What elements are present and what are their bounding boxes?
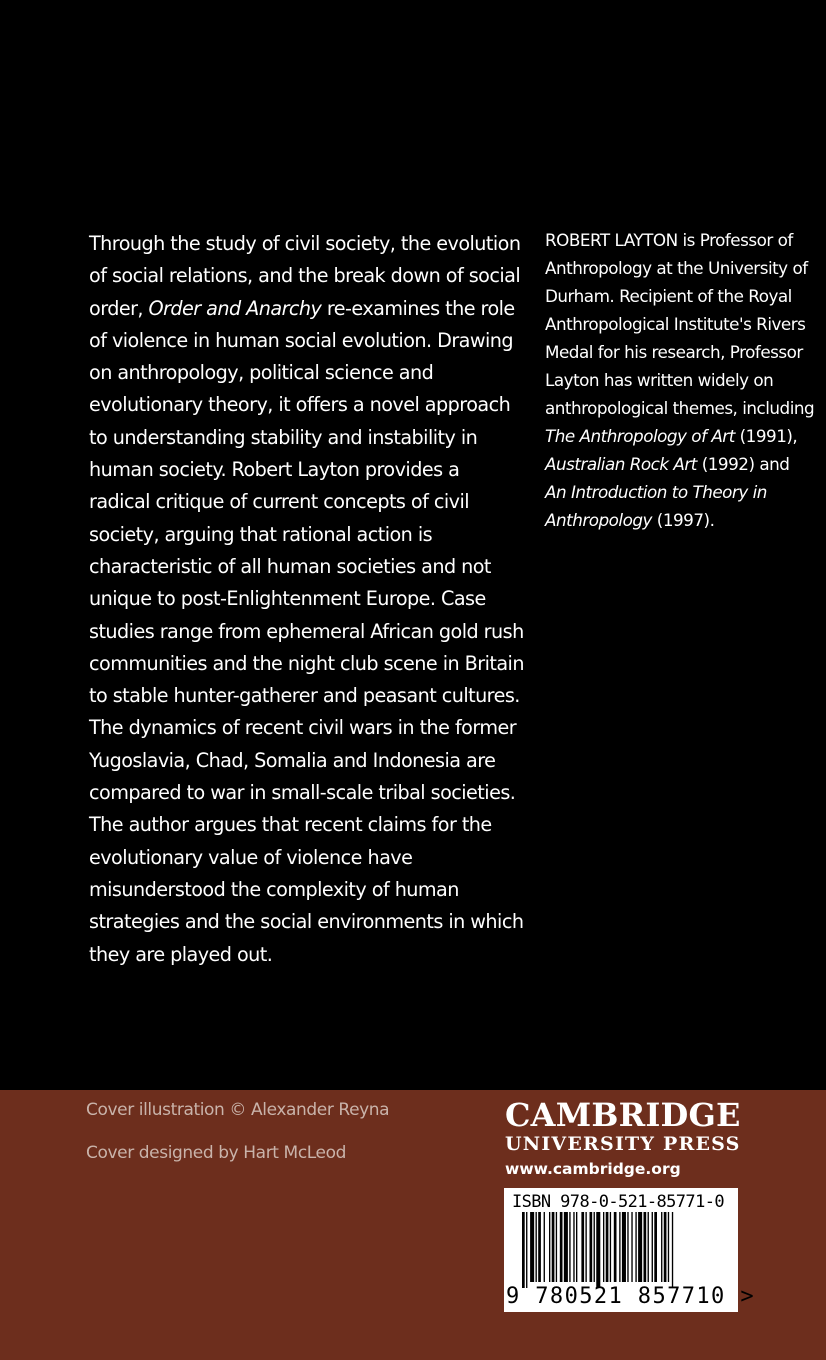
book-title-italic: Order and Anarchy xyxy=(148,296,322,320)
barcode-bar xyxy=(536,1212,537,1282)
barcode-bar xyxy=(652,1212,653,1282)
barcode-bar xyxy=(564,1212,568,1282)
barcode-digits: 9 780521 857710 > xyxy=(506,1284,755,1309)
barcode-bar xyxy=(664,1212,667,1282)
barcode-bar xyxy=(606,1212,609,1282)
barcode-bar xyxy=(596,1212,600,1288)
barcode-bar xyxy=(526,1212,527,1288)
barcode-bar xyxy=(522,1212,525,1288)
barcode-bar xyxy=(635,1212,636,1282)
design-credit: Cover designed by Hart McLeod xyxy=(86,1143,346,1163)
barcode-bar xyxy=(544,1212,545,1282)
barcode-bar xyxy=(594,1212,595,1282)
barcode-bar xyxy=(581,1212,584,1282)
barcode-bar xyxy=(560,1212,563,1282)
barcode-bar xyxy=(638,1212,642,1282)
isbn-barcode xyxy=(504,1188,755,1312)
barcode-bar xyxy=(585,1212,586,1282)
barcode-bar xyxy=(619,1212,620,1282)
barcode-bar xyxy=(538,1212,541,1282)
work-title-1: The Anthropology of Art xyxy=(545,426,735,446)
author-biography xyxy=(545,226,815,534)
illustration-credit: Cover illustration © Alexander Reyna xyxy=(86,1100,390,1120)
isbn-label: ISBN 978-0-521-85771-0 xyxy=(512,1192,724,1212)
barcode-bar xyxy=(576,1212,577,1282)
book-description xyxy=(89,228,525,971)
barcode-bar xyxy=(668,1212,669,1282)
barcode-bar xyxy=(644,1212,647,1282)
publisher-website: www.cambridge.org xyxy=(505,1160,681,1178)
barcode-bar xyxy=(614,1212,617,1282)
publisher-name: CAMBRIDGE xyxy=(505,1096,741,1134)
barcode-bar xyxy=(627,1212,628,1282)
barcode-bar xyxy=(530,1212,534,1282)
publisher-block xyxy=(505,1097,740,1179)
publisher-subtitle: UNIVERSITY PRESS xyxy=(505,1133,741,1155)
barcode-bar xyxy=(648,1212,649,1282)
barcode-bar xyxy=(603,1212,604,1282)
barcode-bar xyxy=(672,1212,673,1288)
barcode-bar xyxy=(631,1212,632,1282)
barcode-bar xyxy=(654,1212,657,1282)
biography-paragraph: ROBERT LAYTON is Professor of Anthropology at the University of Durham. Recipient of the Royal Anthropological Institute's Rivers Medal for his research, Professor Layton has written widely on anthropological themes, including The Anthropology of Art (1991), Australian Rock Art (1992) and An Introduction to Theory in Anthropology (1997). xyxy=(545,230,815,530)
barcode-bar xyxy=(552,1212,555,1282)
barcode-bar xyxy=(556,1212,557,1282)
barcode-bar xyxy=(622,1212,626,1282)
barcode-bar xyxy=(569,1212,570,1282)
description-paragraph: Through the study of civil society, the evolution of social relations, and the break down of social order, Order and Anarchy re-examines the role of violence in human social evolution. Drawing on anthropology, political science and evolutionary theory, it offers a novel approach to understanding stability and instability in human society. Robert Layton provides a radical critique of current concepts of civil society, arguing that rational action is characteristic of all human societies and not unique to post-Enlightenment Europe. Case studies range from ephemeral African gold rush communities and the night club scene in Britain to stable hunter-gatherer and peasant cultures. The dynamics of recent civil wars in the former Yugoslavia, Chad, Somalia and Indonesia are compared to war in small-scale tribal societies. The author argues that recent claims for the evolutionary value of violence have misunderstood the complexity of human strategies and the social environments in which they are played out. xyxy=(89,232,524,966)
barcode-bar xyxy=(549,1212,550,1282)
barcode-bar xyxy=(661,1212,662,1282)
barcode-bar xyxy=(573,1212,574,1282)
barcode-bar xyxy=(590,1212,593,1282)
work-title-3: An Introduction to Theory in Anthropology xyxy=(545,482,767,530)
barcode-bar xyxy=(610,1212,611,1282)
work-title-2: Australian Rock Art xyxy=(545,454,697,474)
